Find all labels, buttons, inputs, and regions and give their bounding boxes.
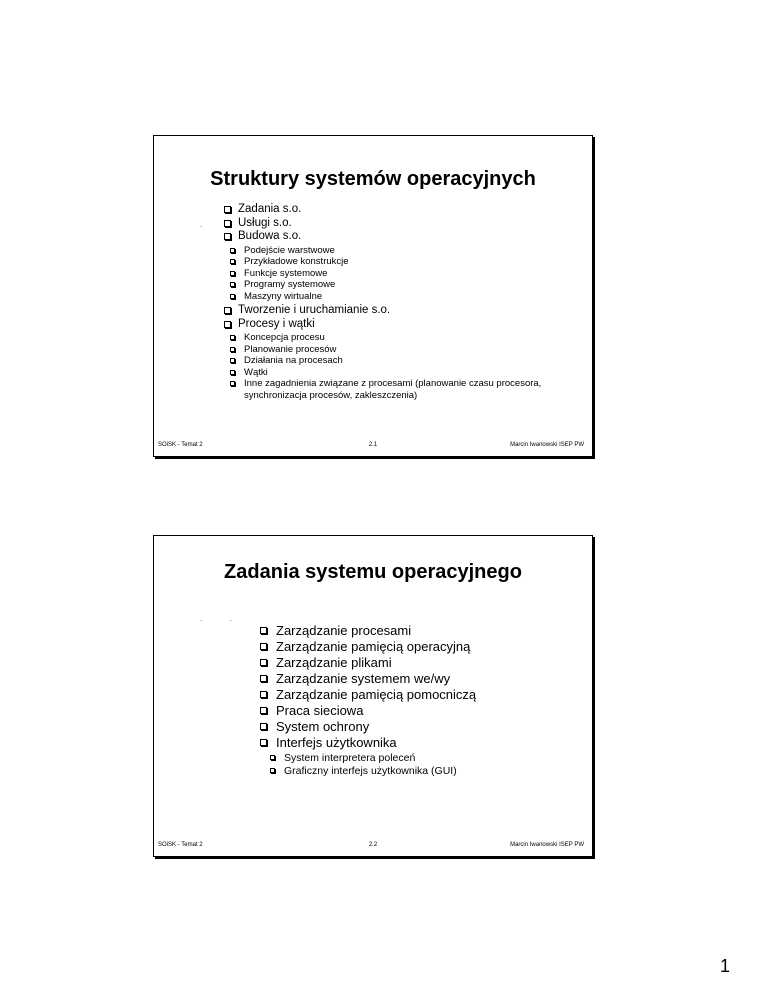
bullet-label: Procesy i wątki [238, 317, 315, 330]
page-number: 1 [720, 956, 731, 976]
bullet-item [260, 719, 584, 735]
sub-bullet-item: Podejście warstwowe [230, 245, 584, 257]
bullet-label: Zarządzanie plikami [276, 655, 392, 670]
sub-bullet-item: Inne zagadnienia związane z procesami (planowanie czasu procesora, synchronizacja procesów, zakleszczenia) [230, 378, 584, 401]
slide-title: Struktury systemów operacyjnych [210, 168, 536, 190]
bullet-item [224, 230, 584, 244]
bullet-label: Tworzenie i uruchamianie s.o. [238, 304, 391, 316]
sub-bullet-list [270, 752, 584, 778]
sub-bullet-item: Przykładowe konstrukcje [230, 256, 584, 268]
slide-title: Zadania systemu operacyjnego [224, 561, 522, 583]
bullet-item [260, 655, 584, 671]
bullet-label: Praca sieciowa [276, 703, 364, 718]
sub-bullet-item: Funkcje systemowe [230, 268, 584, 280]
bullet-item [224, 304, 584, 318]
bullet-label: System ochrony [276, 719, 370, 734]
bullet-item [260, 639, 584, 655]
bullet-label: Zarządzanie procesami [276, 623, 412, 638]
bullet-item [260, 623, 584, 639]
bullet-label: Usługi s.o. [238, 216, 292, 229]
footer-author: Marcin Iwanowski ISEP PW [510, 842, 584, 848]
footer-slide-number: 2.1 [368, 442, 378, 448]
footer-course: SOiSK - Temat 2 [158, 842, 203, 848]
bullet-list [224, 203, 584, 403]
bullet-label: Budowa s.o. [238, 230, 302, 242]
sub-bullet-item: Planowanie procesów [230, 344, 584, 356]
footer-author: Marcin Iwanowski ISEP PW [510, 442, 584, 448]
mark-dot: - [230, 618, 232, 624]
bullet-item [224, 318, 584, 332]
bullet-label: Interfejs użytkownika [276, 735, 397, 750]
mark-dot: - [200, 618, 202, 624]
sub-bullet-item: Wątki [230, 367, 584, 379]
sub-bullet-item: Koncepcja procesu [230, 332, 584, 344]
bullet-item [260, 671, 584, 687]
sub-bullet-list [230, 332, 584, 401]
sub-bullet-item: Programy systemowe [230, 279, 584, 291]
bullet-item [224, 203, 584, 217]
slide-2-2 [153, 535, 593, 857]
footer-course: SOiSK - Temat 2 [158, 442, 203, 448]
sub-bullet-item: System interpretera poleceń [270, 752, 584, 765]
bullet-label: Zarządzanie systemem we/wy [276, 671, 451, 686]
sub-bullet-item: Działania na procesach [230, 355, 584, 367]
bullet-item [260, 703, 584, 719]
bullet-label: Zarządzanie pamięcią pomocniczą [276, 687, 477, 702]
sub-bullet-item: Maszyny wirtualne [230, 291, 584, 303]
sub-bullet-list [230, 245, 584, 303]
bullet-item [260, 687, 584, 703]
mark-dot: - [200, 224, 202, 230]
bullet-label: Zadania s.o. [238, 203, 302, 215]
sub-bullet-item: Graficzny interfejs użytkownika (GUI) [270, 765, 584, 778]
bullet-list [260, 623, 584, 780]
bullet-label: Zarządzanie pamięcią operacyjną [276, 639, 471, 654]
slide-2-1 [153, 135, 593, 457]
bullet-item [260, 735, 584, 751]
bullet-item [224, 217, 584, 231]
footer-slide-number: 2.2 [368, 842, 378, 848]
